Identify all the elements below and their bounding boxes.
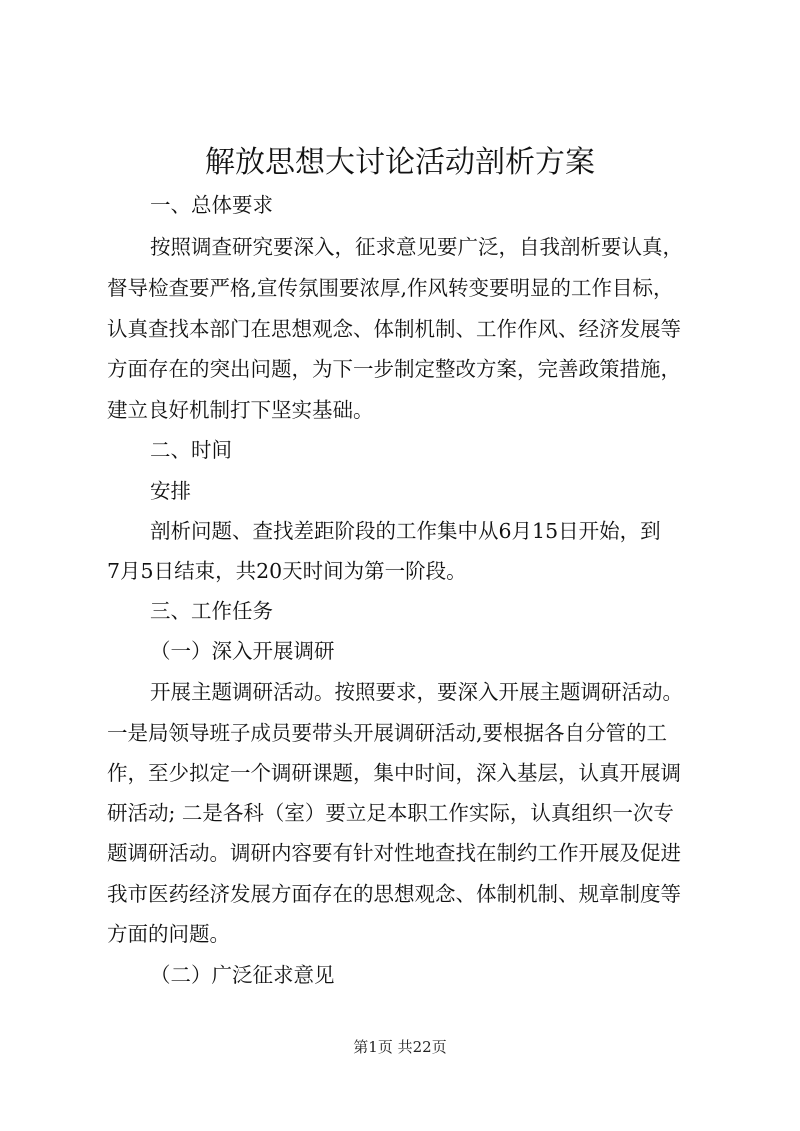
paragraph-line: 7月5日结束，共20天时间为第一阶段。 [107,559,467,583]
paragraph-line: 方面的问题。 [107,922,230,946]
subheading-research: （一）深入开展调研 [150,639,335,663]
paragraph-line: 督导检查要严格,宣传氛围要浓厚,作风转变要明显的工作目标， [107,276,674,300]
heading-time: 二、时间 [150,438,232,462]
heading-work-tasks: 三、工作任务 [150,599,273,623]
page-footer: 第1页 共22页 [353,1038,447,1056]
paragraph-line: 建立良好机制打下坚实基础。 [107,398,374,422]
paragraph-line: 按照调查研究要深入，征求意见要广泛，自我剖析要认真， [150,235,683,259]
paragraph-line: 题调研活动。调研内容要有针对性地查找在制约工作开展及促进 [107,841,681,865]
paragraph-line: 开展主题调研活动。按照要求，要深入开展主题调研活动。 [150,680,683,704]
subheading-solicit-opinions: （二）广泛征求意见 [150,963,335,987]
paragraph-line: 作，至少拟定一个调研课题，集中时间，深入基层，认真开展调 [107,761,681,785]
paragraph-line: 研活动; 二是各科（室）要立足本职工作实际，认真组织一次专 [107,801,674,825]
heading-general-requirements: 一、总体要求 [150,193,273,217]
paragraph-line: 剖析问题、查找差距阶段的工作集中从6月15日开始，到 [150,519,661,543]
paragraph-line: 一是局领导班子成员要带头开展调研活动,要根据各自分管的工 [107,721,668,745]
paragraph-line: 我市医药经济发展方面存在的思想观念、体制机制、规章制度等 [107,882,681,906]
paragraph-line: 方面存在的突出问题，为下一步制定整改方案，完善政策措施， [107,357,681,381]
document-title: 解放思想大讨论活动剖析方案 [205,145,595,180]
heading-arrangement: 安排 [150,479,191,503]
paragraph-line: 认真查找本部门在思想观念、体制机制、工作作风、经济发展等 [107,317,681,341]
